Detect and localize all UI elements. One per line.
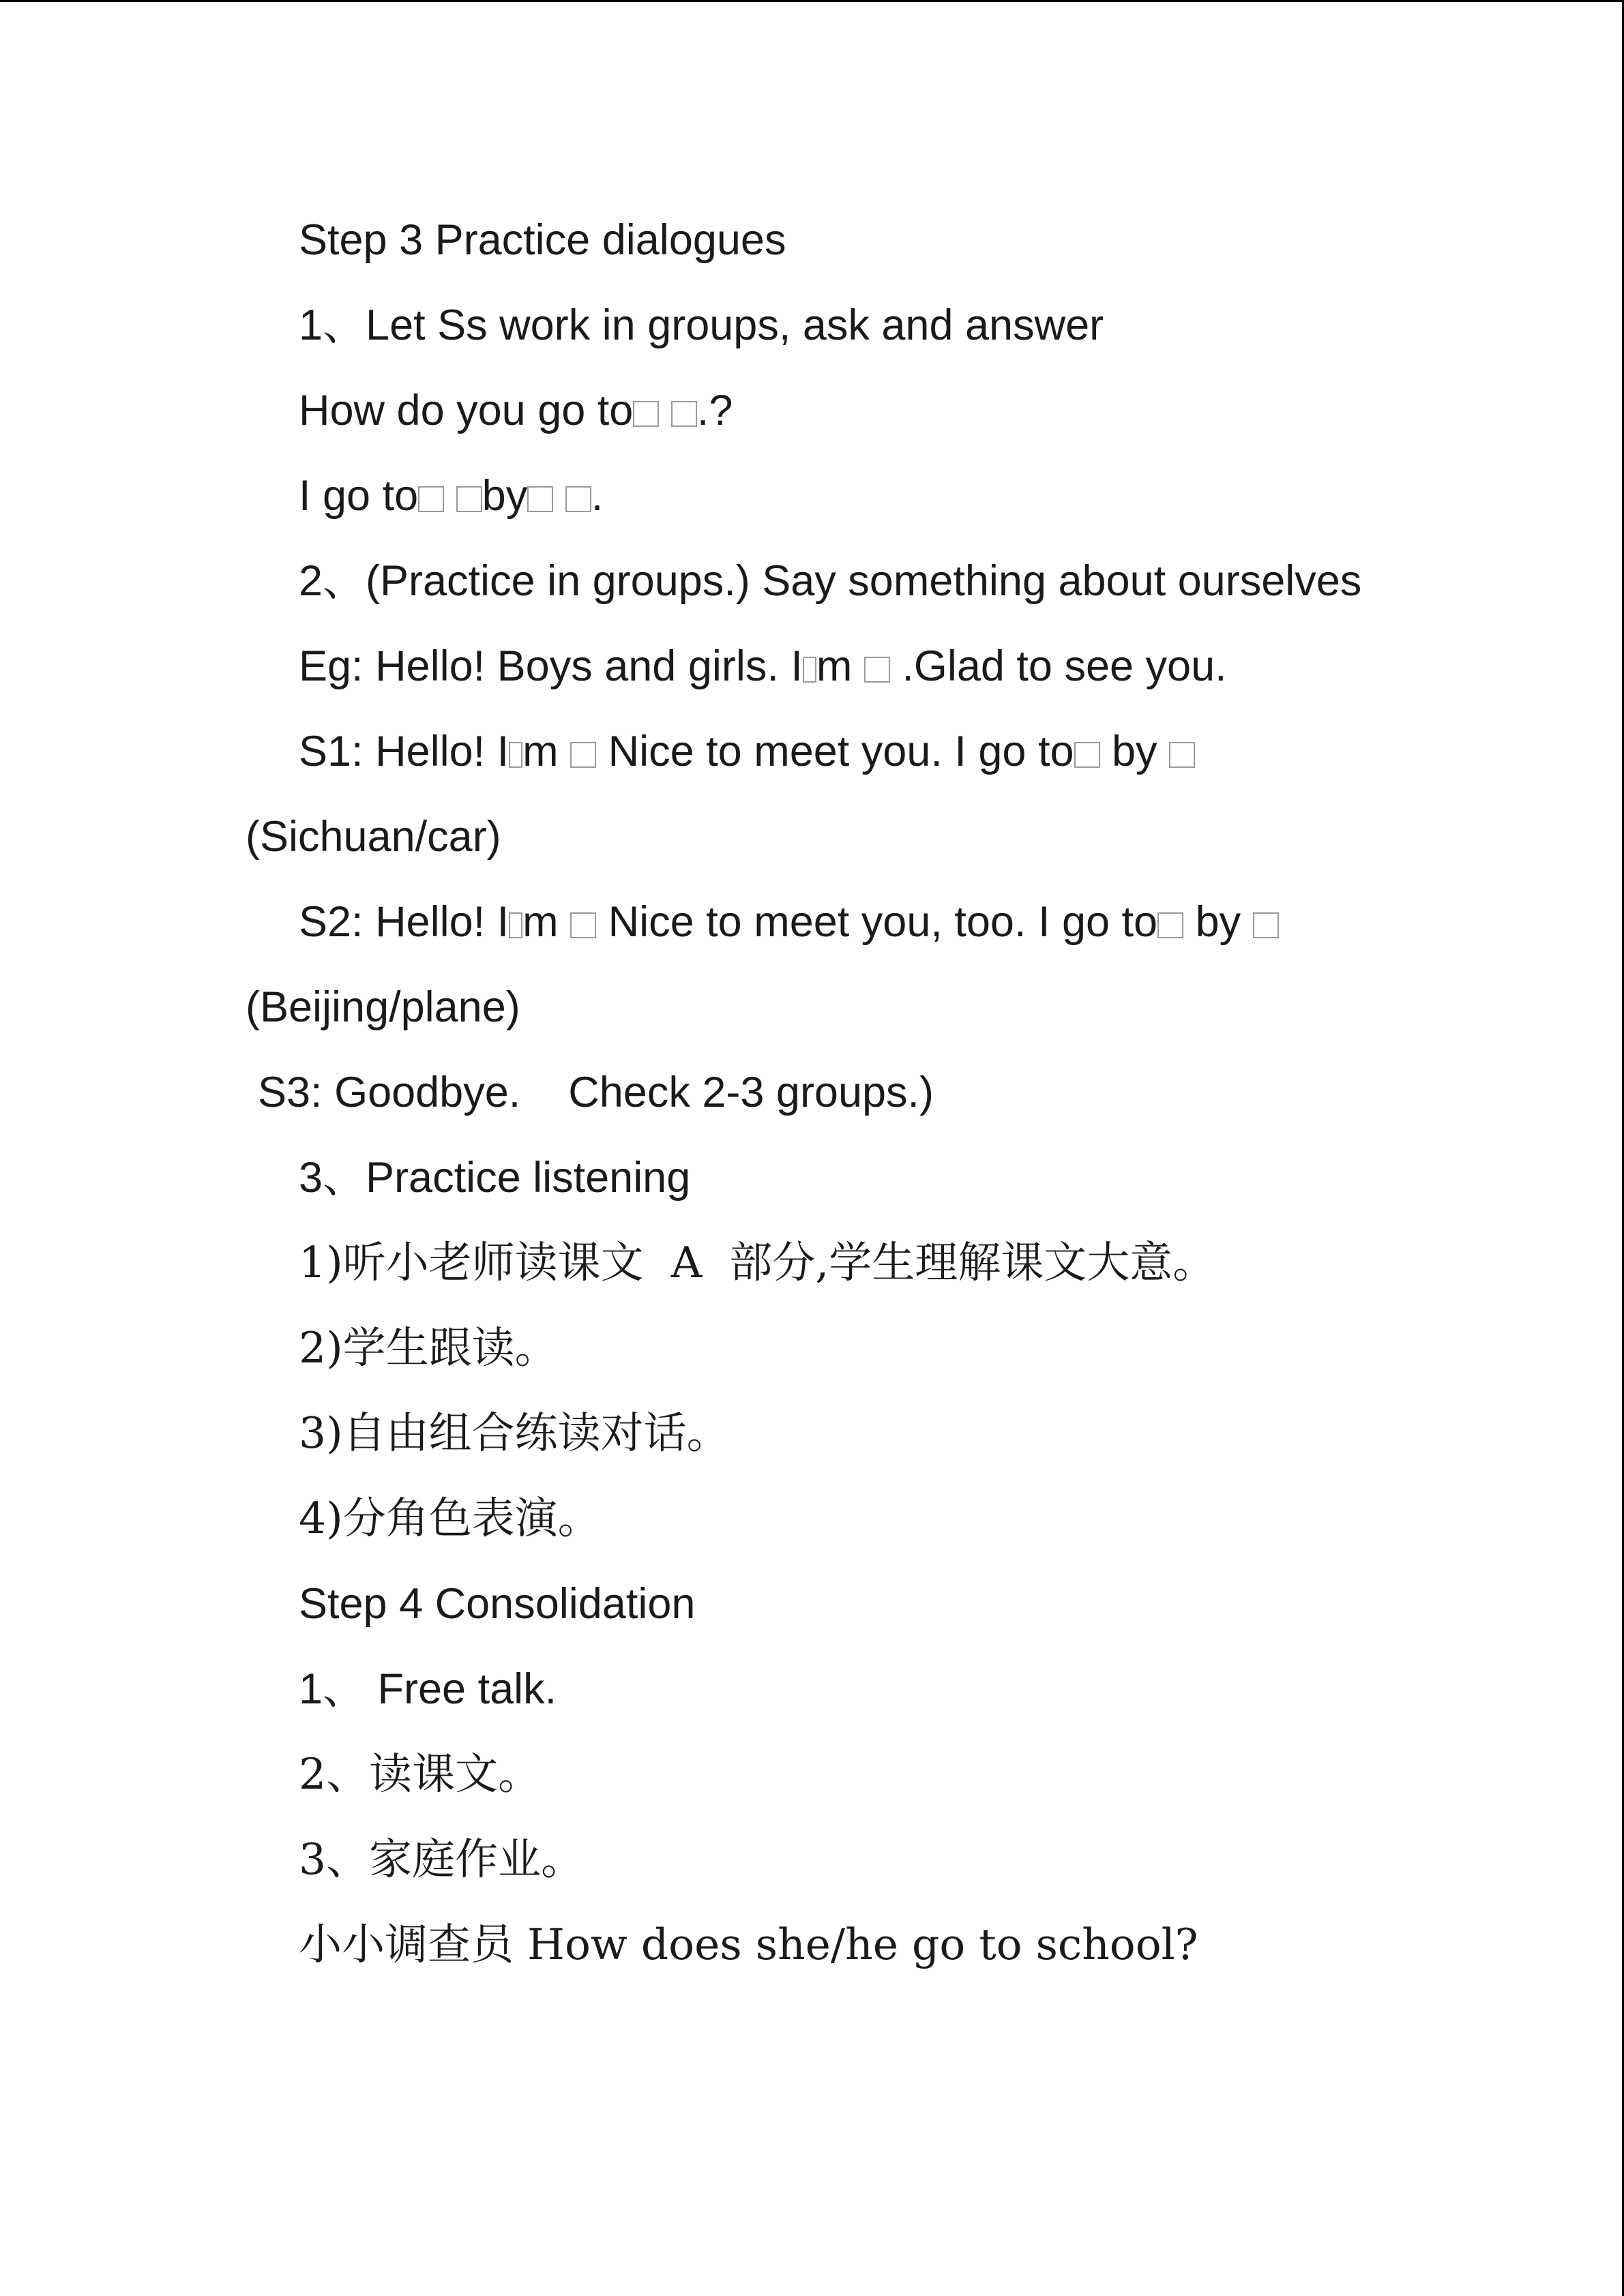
placeholder-box (509, 742, 522, 768)
placeholder-box (565, 486, 591, 512)
listening-step: 3)自由组合练读对话。 (299, 1408, 730, 1458)
placeholder-box (1157, 912, 1183, 938)
dialogue-line-s1: S1: Hello! I m Nice to meet you. I go to by (299, 724, 1195, 779)
consolidation-item: 1、 Free talk. (299, 1665, 557, 1713)
consolidation-item: 2、读课文。 (299, 1749, 542, 1799)
placeholder-box (1169, 742, 1195, 768)
placeholder-box (1253, 912, 1279, 938)
listening-step: 4)分角色表演。 (299, 1493, 601, 1543)
dialogue-line-continuation: (Beijing/plane) (246, 983, 520, 1031)
placeholder-box (633, 401, 659, 427)
placeholder-box (570, 742, 596, 768)
placeholder-box (864, 657, 890, 683)
placeholder-box (509, 912, 522, 938)
placeholder-box (671, 401, 697, 427)
example-line: Eg: Hello! Boys and girls. I m .Glad to see you. (299, 642, 1227, 690)
dialogue-line-s3: S3: Goodbye. Check 2-3 groups.) (258, 1069, 934, 1116)
listening-step: 1)听小老师读课文 A 部分,学生理解课文大意。 (299, 1238, 1216, 1287)
consolidation-item: 3、家庭作业。 (299, 1834, 585, 1884)
placeholder-box (1074, 742, 1100, 768)
placeholder-box (418, 486, 444, 512)
question-line: How do you go to .? (299, 387, 733, 434)
survey-line: 小小调查员 How does she/he go to school? (299, 1920, 1198, 1969)
instruction-line: 2、(Practice in groups.) Say something about ourselves (299, 557, 1362, 605)
answer-line: I go to by . (299, 472, 604, 520)
step3-heading: Step 3 Practice dialogues (299, 216, 786, 264)
placeholder-box (803, 657, 816, 683)
instruction-line: 3、Practice listening (299, 1154, 691, 1202)
placeholder-box (527, 486, 553, 512)
step4-heading: Step 4 Consolidation (299, 1580, 696, 1628)
listening-step: 2)学生跟读。 (299, 1323, 558, 1373)
dialogue-line-s2: S2: Hello! I m Nice to meet you, too. I go to by (299, 895, 1279, 949)
dialogue-line-continuation: (Sichuan/car) (246, 813, 501, 861)
instruction-line: 1、Let Ss work in groups, ask and answer (299, 301, 1104, 349)
placeholder-box (570, 912, 596, 938)
placeholder-box (456, 486, 482, 512)
